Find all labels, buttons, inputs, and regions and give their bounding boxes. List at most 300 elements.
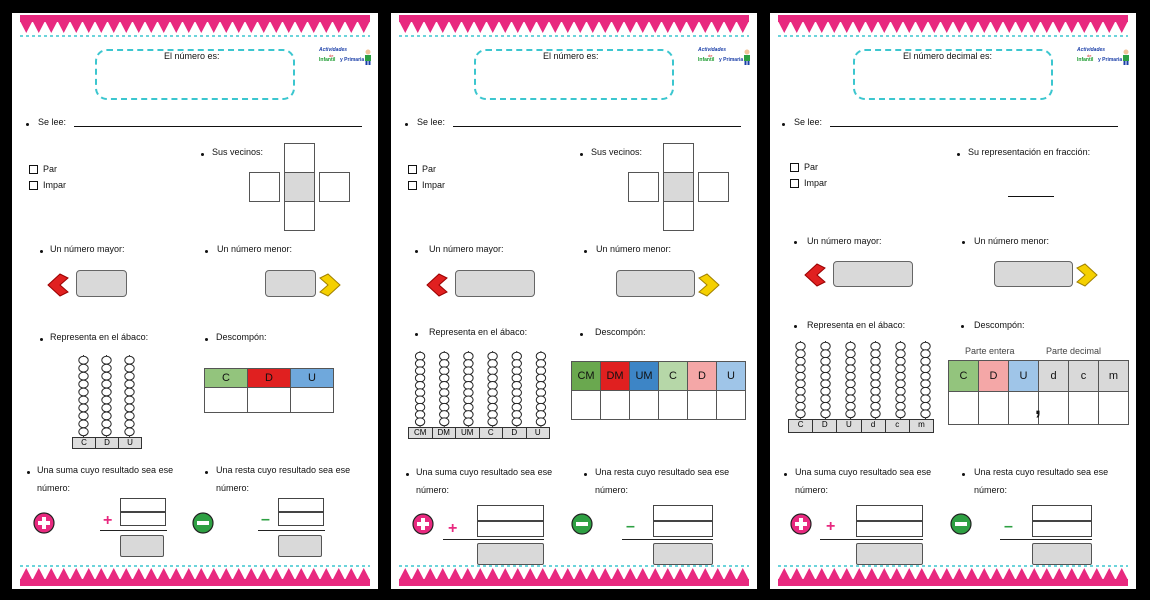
- se-lee-line[interactable]: [830, 126, 1118, 127]
- abacus-bead: [896, 410, 905, 418]
- abacus-bead: [512, 396, 521, 404]
- neighbour-top-cell[interactable]: [284, 143, 315, 173]
- place-value-table: [948, 360, 1129, 425]
- abacus-bead: [796, 387, 805, 395]
- abacus-bead: [102, 396, 111, 404]
- se-lee-label: Se lee:: [38, 117, 67, 127]
- abaco-label: Representa en el ábaco:: [807, 320, 906, 330]
- abacus-bead: [102, 356, 111, 364]
- resta-label-line1: Una resta cuyo resultado sea ese: [974, 467, 1109, 477]
- subtrahend-box[interactable]: [1032, 521, 1092, 537]
- logo-kid-icon: [742, 49, 752, 65]
- decimal-comma: ,: [1034, 394, 1041, 419]
- abacus-bead: [846, 365, 855, 373]
- zigzag-band: [778, 15, 1128, 22]
- resta-label-line1: Una resta cuyo resultado sea ese: [216, 465, 351, 475]
- place-value-cell[interactable]: [1039, 392, 1069, 425]
- abacus-bead: [896, 357, 905, 365]
- abacus-bead: [536, 389, 545, 397]
- abacus-bead: [415, 396, 424, 404]
- abacus-bead: [536, 403, 545, 411]
- impar-label: Impar: [804, 178, 828, 188]
- neighbour-bottom-cell[interactable]: [284, 201, 315, 231]
- abacus-bead: [79, 380, 88, 388]
- difference-line: [1000, 539, 1092, 540]
- yellow-arrow-right-icon: [1075, 262, 1099, 288]
- abacus-bead: [821, 350, 830, 358]
- suma-label-line1: Una suma cuyo resultado sea ese: [795, 467, 932, 477]
- par-checkbox[interactable]: [408, 165, 417, 174]
- suma-label-line2: número:: [37, 483, 71, 493]
- neighbour-bottom-cell[interactable]: [663, 201, 694, 231]
- abacus-bead: [440, 360, 449, 368]
- zigzag-border-bottom: [20, 564, 370, 586]
- mayor-label: Un número mayor:: [807, 236, 882, 246]
- abacus-bead: [488, 367, 497, 375]
- abacus-bead: [79, 428, 88, 436]
- impar-checkbox[interactable]: [790, 179, 799, 188]
- abacus-bead: [896, 387, 905, 395]
- place-value-table: [204, 368, 334, 413]
- place-value-cell[interactable]: [949, 392, 979, 425]
- abacus-bead: [512, 352, 521, 360]
- abacus-bead: [79, 356, 88, 364]
- abacus-bead: [488, 352, 497, 360]
- se-lee-label: Se lee:: [417, 117, 446, 127]
- zigzag-band: [20, 15, 370, 22]
- addend-box-1[interactable]: [856, 505, 923, 521]
- abacus-bead: [440, 403, 449, 411]
- abacus-bead: [440, 352, 449, 360]
- bullet: [40, 338, 43, 341]
- addend-box-2[interactable]: [856, 521, 923, 537]
- neighbour-right-cell[interactable]: [319, 172, 350, 202]
- abacus[interactable]: [788, 341, 938, 419]
- abacus-bead: [415, 418, 424, 426]
- neighbours-cross: [628, 143, 728, 229]
- abacus-bead: [796, 402, 805, 410]
- abacus-bead: [488, 389, 497, 397]
- abacus-bead: [488, 403, 497, 411]
- logo: Actividades de Infantil y Primaria: [1077, 47, 1132, 77]
- menor-answer-box[interactable]: [994, 261, 1073, 287]
- suma-label-line2: número:: [416, 485, 450, 495]
- menor-answer-box[interactable]: [265, 270, 316, 297]
- abacus-bead: [464, 374, 473, 382]
- abacus-bead: [921, 342, 930, 350]
- abacus-bead: [871, 402, 880, 410]
- neighbour-top-cell[interactable]: [663, 143, 694, 173]
- zigzag-band: [20, 579, 370, 586]
- bullet: [205, 338, 208, 341]
- impar-checkbox[interactable]: [29, 181, 38, 190]
- fraccion-label: Su representación en fracción:: [968, 147, 1091, 157]
- difference-result-box[interactable]: [278, 535, 322, 557]
- worksheet-page-1: [12, 13, 378, 589]
- zigzag-border-bottom: [399, 564, 749, 586]
- zigzag-border-top: [399, 15, 749, 37]
- abacus-bead: [464, 352, 473, 360]
- zigzag-border-top: [778, 15, 1128, 37]
- abacus-bead: [796, 342, 805, 350]
- abacus-bead: [488, 381, 497, 389]
- zigzag-teeth: [399, 21, 749, 33]
- abacus-base: C D U d c m: [788, 419, 934, 433]
- zigzag-band: [399, 15, 749, 22]
- abacus-bead: [536, 360, 545, 368]
- abacus-bead: [102, 388, 111, 396]
- abacus-bead: [821, 387, 830, 395]
- bullet: [26, 123, 29, 126]
- abacus[interactable]: [72, 355, 152, 437]
- abacus-bead: [821, 410, 830, 418]
- sum-result-box[interactable]: [120, 535, 164, 557]
- subtrahend-box[interactable]: [653, 521, 713, 537]
- number-title: El número es:: [164, 51, 220, 61]
- abaco-label: Representa en el ábaco:: [50, 332, 149, 342]
- minus-circle-icon: [950, 513, 972, 535]
- abacus-bead: [896, 342, 905, 350]
- place-value-cell[interactable]: [601, 391, 630, 420]
- abacus-bead: [125, 404, 134, 412]
- abacus-bead: [896, 350, 905, 358]
- bullet: [962, 241, 965, 244]
- zigzag-teeth: [778, 568, 1128, 580]
- logo: Actividades de Infantil y Primaria: [698, 47, 753, 77]
- parte-decimal-label: Parte decimal: [1046, 346, 1102, 356]
- menor-label: Un número menor:: [217, 244, 293, 254]
- abacus-bead: [921, 350, 930, 358]
- abacus[interactable]: [408, 351, 553, 427]
- abacus-bead: [871, 395, 880, 403]
- zigzag-teeth: [778, 21, 1128, 33]
- mayor-answer-box[interactable]: [455, 270, 535, 297]
- fraction-line[interactable]: [1008, 196, 1054, 197]
- zigzag-band: [399, 579, 749, 586]
- logo: Actividades de Infantil y Primaria: [319, 47, 374, 77]
- abacus-bead: [846, 402, 855, 410]
- bullet: [405, 123, 408, 126]
- abacus-bead: [846, 342, 855, 350]
- minus-circle-icon: [571, 513, 593, 535]
- abacus-bead: [488, 411, 497, 419]
- place-header-c: C: [659, 362, 688, 391]
- abacus-bead: [536, 352, 545, 360]
- bullet: [962, 473, 965, 476]
- abacus-bead: [796, 380, 805, 388]
- abacus-bead: [821, 365, 830, 373]
- sum-line: [443, 539, 544, 540]
- bullet: [782, 123, 785, 126]
- abacus-bead: [440, 367, 449, 375]
- abacus-bead: [488, 396, 497, 404]
- descompon-label: Descompón:: [595, 327, 646, 337]
- plus-sign-icon: +: [826, 518, 836, 535]
- plus-circle-icon: [412, 513, 434, 535]
- abacus-bead: [536, 374, 545, 382]
- worksheet-page-2: [391, 13, 757, 589]
- abacus-bead: [440, 389, 449, 397]
- abacus-bead: [871, 357, 880, 365]
- abacus-bead: [125, 380, 134, 388]
- abacus-bead: [846, 387, 855, 395]
- abacus-bead: [79, 420, 88, 428]
- minus-sign-icon: –: [261, 511, 270, 528]
- abacus-bead: [871, 380, 880, 388]
- plus-sign-icon: +: [103, 512, 113, 529]
- mayor-label: Un número mayor:: [429, 244, 504, 254]
- abacus-bead: [440, 381, 449, 389]
- abacus-bead: [512, 381, 521, 389]
- place-header-dm: DM: [601, 362, 630, 391]
- abacus-bead: [102, 364, 111, 372]
- abacus-bead: [921, 357, 930, 365]
- abacus-bead: [464, 411, 473, 419]
- suma-label-line1: Una suma cuyo resultado sea ese: [37, 465, 174, 475]
- neighbour-left-cell[interactable]: [628, 172, 659, 202]
- neighbour-left-cell[interactable]: [249, 172, 280, 202]
- sum-result-box[interactable]: [477, 543, 544, 565]
- minuend-box[interactable]: [278, 498, 324, 512]
- abacus-bead: [846, 350, 855, 358]
- bullet: [784, 473, 787, 476]
- addend-box-2[interactable]: [477, 521, 544, 537]
- neighbour-center-cell[interactable]: [663, 172, 694, 202]
- abacus-bead: [464, 367, 473, 375]
- abacus-bead: [536, 418, 545, 426]
- abacus-bead: [896, 365, 905, 373]
- bullet: [794, 325, 797, 328]
- place-header-cen: c: [1069, 361, 1099, 392]
- abacus-bead: [536, 396, 545, 404]
- menor-answer-box[interactable]: [616, 270, 695, 297]
- abacus-bead: [921, 365, 930, 373]
- abacus-bead: [796, 410, 805, 418]
- bullet: [40, 250, 43, 253]
- place-value-cell[interactable]: [717, 391, 746, 420]
- bullet: [415, 250, 418, 253]
- zigzag-border-top: [20, 15, 370, 37]
- zigzag-border-bottom: [778, 564, 1128, 586]
- minus-circle-icon: [192, 512, 214, 534]
- minuend-box[interactable]: [1032, 505, 1092, 521]
- minuend-box[interactable]: [653, 505, 713, 521]
- abacus-bead: [821, 402, 830, 410]
- bullet: [794, 241, 797, 244]
- abacus-bead: [896, 395, 905, 403]
- place-header-u: U: [1009, 361, 1039, 392]
- abacus-bead: [125, 364, 134, 372]
- neighbour-right-cell[interactable]: [698, 172, 729, 202]
- abacus-bead: [921, 380, 930, 388]
- abacus-bead: [871, 365, 880, 373]
- place-value-cell[interactable]: [205, 388, 248, 413]
- abacus-bead: [846, 380, 855, 388]
- abacus-bead: [512, 367, 521, 375]
- vecinos-label: Sus vecinos:: [591, 147, 643, 157]
- place-header-dec: d: [1039, 361, 1069, 392]
- place-value-cell[interactable]: [291, 388, 334, 413]
- yellow-arrow-right-icon: [697, 272, 721, 298]
- difference-result-box[interactable]: [653, 543, 713, 565]
- bullet: [584, 250, 587, 253]
- bullet: [27, 471, 30, 474]
- abacus-bead: [921, 372, 930, 380]
- difference-result-box[interactable]: [1032, 543, 1092, 565]
- abacus-bead: [871, 372, 880, 380]
- abacus-bead: [871, 350, 880, 358]
- abacus-bead: [796, 365, 805, 373]
- menor-label: Un número menor:: [974, 236, 1050, 246]
- impar-label: Impar: [422, 180, 446, 190]
- place-header-c: C: [205, 369, 248, 388]
- suma-label-line1: Una suma cuyo resultado sea ese: [416, 467, 553, 477]
- abacus-bead: [415, 381, 424, 389]
- impar-label: Impar: [43, 180, 67, 190]
- abacus-bead: [512, 403, 521, 411]
- abacus-bead: [440, 418, 449, 426]
- abacus-bead: [488, 374, 497, 382]
- minus-sign-icon: –: [1004, 518, 1013, 535]
- abacus-bead: [464, 381, 473, 389]
- abacus-bead: [464, 360, 473, 368]
- place-value-cell[interactable]: [979, 392, 1009, 425]
- place-value-cell[interactable]: [572, 391, 601, 420]
- place-header-u: U: [291, 369, 334, 388]
- abacus-bead: [415, 411, 424, 419]
- abacus-bead: [796, 350, 805, 358]
- se-lee-label: Se lee:: [794, 117, 823, 127]
- plus-circle-icon: [33, 512, 55, 534]
- place-header-cm: CM: [572, 362, 601, 391]
- abacus-bead: [871, 342, 880, 350]
- zigzag-teeth: [20, 21, 370, 33]
- se-lee-line[interactable]: [453, 126, 741, 127]
- abacus-bead: [440, 374, 449, 382]
- par-label: Par: [804, 162, 819, 172]
- abacus-bead: [921, 410, 930, 418]
- abacus-base: CM DM UM C D U: [408, 427, 550, 439]
- place-value-cell[interactable]: [630, 391, 659, 420]
- par-checkbox[interactable]: [790, 163, 799, 172]
- abacus-bead: [871, 387, 880, 395]
- abacus-bead: [415, 389, 424, 397]
- difference-line: [622, 539, 713, 540]
- abacus-bead: [79, 404, 88, 412]
- resta-label-line2: número:: [595, 485, 629, 495]
- abacus-bead: [921, 402, 930, 410]
- abacus-bead: [125, 428, 134, 436]
- abacus-bead: [796, 395, 805, 403]
- abacus-bead: [440, 396, 449, 404]
- abacus-bead: [921, 387, 930, 395]
- vecinos-label: Sus vecinos:: [212, 147, 264, 157]
- abacus-bead: [79, 372, 88, 380]
- addend-box-1[interactable]: [120, 498, 166, 512]
- place-value-cell[interactable]: [1099, 392, 1129, 425]
- menor-label: Un número menor:: [596, 244, 672, 254]
- mayor-answer-box[interactable]: [833, 261, 913, 287]
- subtrahend-box[interactable]: [278, 512, 324, 526]
- abacus-bead: [464, 396, 473, 404]
- abacus-bead: [536, 367, 545, 375]
- abacus-bead: [796, 372, 805, 380]
- place-header-d: D: [248, 369, 291, 388]
- abacus-bead: [415, 360, 424, 368]
- mayor-answer-box[interactable]: [76, 270, 127, 297]
- abacus-bead: [415, 374, 424, 382]
- place-value-cell[interactable]: [688, 391, 717, 420]
- abacus-bead: [79, 388, 88, 396]
- par-checkbox[interactable]: [29, 165, 38, 174]
- abacus-bead: [102, 412, 111, 420]
- place-value-cell[interactable]: [1069, 392, 1099, 425]
- abacus-bead: [415, 403, 424, 411]
- bullet: [201, 153, 204, 156]
- abacus-bead: [125, 412, 134, 420]
- abacus-bead: [846, 395, 855, 403]
- yellow-arrow-right-icon: [318, 272, 342, 298]
- logo-kid-icon: [363, 49, 373, 65]
- bullet: [205, 471, 208, 474]
- abacus-bead: [821, 342, 830, 350]
- bullet: [415, 333, 418, 336]
- abacus-bead: [536, 381, 545, 389]
- zigzag-teeth: [20, 568, 370, 580]
- abacus-bead: [464, 403, 473, 411]
- abacus-bead: [125, 372, 134, 380]
- par-label: Par: [43, 164, 58, 174]
- difference-line: [258, 530, 325, 531]
- abacus-bead: [102, 404, 111, 412]
- place-value-cell[interactable]: [1009, 392, 1039, 425]
- abacus-bead: [512, 374, 521, 382]
- place-header-d: D: [979, 361, 1009, 392]
- abacus-bead: [846, 357, 855, 365]
- place-value-cell[interactable]: [248, 388, 291, 413]
- sum-line: [100, 530, 167, 531]
- abacus-bead: [488, 360, 497, 368]
- se-lee-line[interactable]: [74, 126, 362, 127]
- neighbour-center-cell[interactable]: [284, 172, 315, 202]
- abacus-bead: [896, 402, 905, 410]
- abacus-bead: [821, 395, 830, 403]
- abacus-bead: [488, 418, 497, 426]
- abacus-bead: [871, 410, 880, 418]
- addend-box-1[interactable]: [477, 505, 544, 521]
- abacus-bead: [125, 420, 134, 428]
- zigzag-teeth: [399, 568, 749, 580]
- abacus-bead: [440, 411, 449, 419]
- sum-result-box[interactable]: [856, 543, 923, 565]
- abacus-bead: [512, 411, 521, 419]
- descompon-label: Descompón:: [974, 320, 1025, 330]
- place-header-um: UM: [630, 362, 659, 391]
- bullet: [961, 325, 964, 328]
- abacus-bead: [512, 360, 521, 368]
- number-title: El número decimal es:: [903, 51, 993, 61]
- abacus-bead: [821, 372, 830, 380]
- abacus-bead: [102, 372, 111, 380]
- red-arrow-left-icon: [803, 262, 827, 288]
- abacus-bead: [821, 380, 830, 388]
- worksheet-page-3: [770, 13, 1136, 589]
- plus-sign-icon: +: [448, 520, 458, 537]
- impar-checkbox[interactable]: [408, 181, 417, 190]
- abacus-base: C D U: [72, 437, 142, 449]
- addend-box-2[interactable]: [120, 512, 166, 526]
- place-value-cell[interactable]: [659, 391, 688, 420]
